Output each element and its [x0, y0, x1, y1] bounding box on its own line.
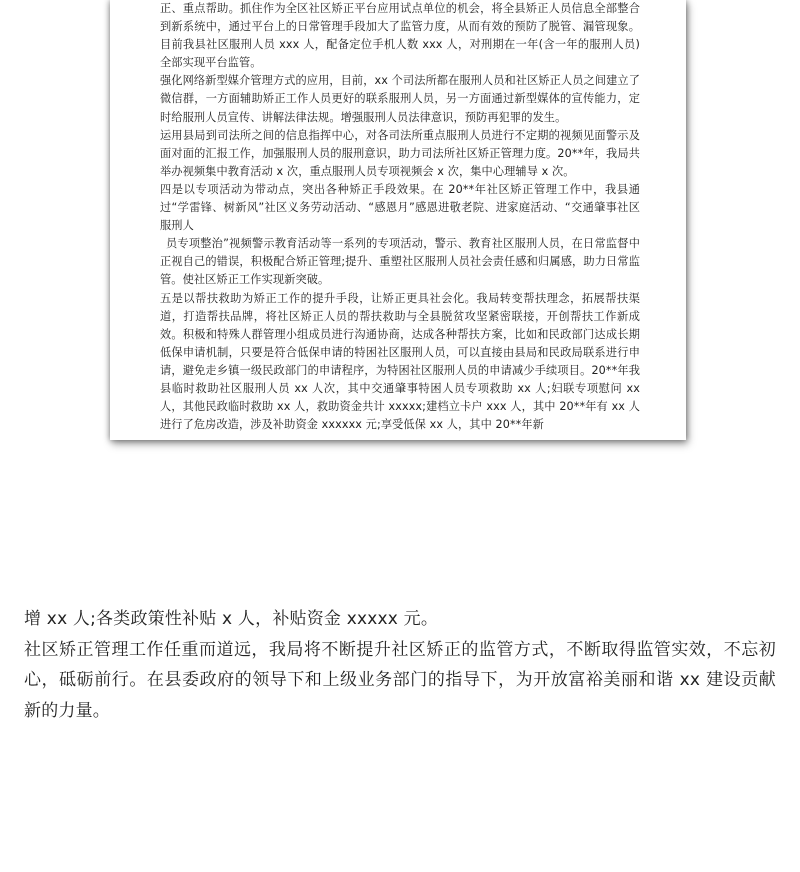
paragraph-wechat-media: 强化网络新型媒介管理方式的应用，目前，xx 个司法所都在服刑人员和社区矫正人员之间建立了微信群，一方面辅助矫正工作人员更好的联系服刑人员，另一方面通过新型媒体的宣传能力，定时给服刑人员宣传、讲解法律法规。增强服刑人员法律意识，预防再犯罪的发生。 — [160, 74, 640, 124]
paragraph-subsidy: 增 xx 人;各类政策性补贴 x 人，补贴资金 xxxxx 元。 — [24, 609, 439, 629]
paragraph-conclusion: 社区矫正管理工作任重而道远，我局将不断提升社区矫正的监管方式，不断取得监管实效，不忘初心，砥砺前行。在县委政府的领导下和上级业务部门的指导下，为开放富裕美丽和谐 xx 建设贡献新的力量。 — [24, 639, 776, 721]
paragraph-special-activities-continued: 员专项整治”视频警示教育活动等一系列的专项活动，警示、教育社区服刑人员，在日常监督中正视自己的错误，积极配合矫正管理;提升、重塑社区服刑人员社会责任感和归属感，助力日常监管。使社区矫正工作实现新突破。 — [160, 237, 640, 287]
document-page-body — [160, 0, 640, 440]
paragraph-video-command-center: 运用县局到司法所之间的信息指挥中心，对各司法所重点服刑人员进行不定期的视频见面警示及面对面的汇报工作，加强服刑人员的服刑意识，助力司法所社区矫正管理力度。20**年，我局共举办视频集中教育活动 x 次，重点服刑人员专项视频会 x 次，集中心理辅导 x 次。 — [160, 128, 640, 178]
paragraph-platform-supervision: 正、重点帮助。抓住作为全区社区矫正平台应用试点单位的机会，将全县矫正人员信息全部整合到新系统中，通过平台上的日常管理手段加大了监管力度，从而有效的预防了脱管、漏管现象。目前我县社区服刑人员 xxx 人，配备定位手机人数 xxx 人，对刑期在一年(含一年的服刑人员)全部实现平台监管。 — [160, 2, 640, 70]
document-continuation — [24, 604, 776, 726]
paragraph-special-activities: 四是以专项活动为带动点，突出各种矫正手段效果。在 20**年社区矫正管理工作中，我县通过“学雷锋、树新风”社区义务劳动活动、“感恩月”感恩进敬老院、进家庭活动、“交通肇事社区服刑人 — [160, 182, 640, 233]
paragraph-assistance: 五是以帮扶救助为矫正工作的提升手段，让矫正更具社会化。我局转变帮扶理念，拓展帮扶渠道，打造帮扶品牌，将社区矫正人员的帮扶救助与全县脱贫攻坚紧密联接，开创帮扶工作新成效。积极和特殊人群管理小组成员进行沟通协商，达成各种帮扶方案，比如和民政部门达成长期低保申请机制，只要是符合低保申请的特困社区服刑人员，可以直接由县局和民政局联系进行申请，避免走乡镇一级民政部门的申请程序，为特困社区服刑人员的申请减少手续项目。20**年我县临时救助社区服刑人员 xx 人次，其中交通肇事特困人员专项救助 xx 人;妇联专项慰问 xx 人，其他民政临时救助 xx 人，救助资金共计 xxxxx;建档立卡户 xxx 人，其中 20**年有 xx 人进行了危房改造，涉及补助资金 xxxxxx 元;享受低保 xx 人，其中 20**年新 — [160, 291, 640, 432]
document-page-preview — [110, 0, 686, 440]
